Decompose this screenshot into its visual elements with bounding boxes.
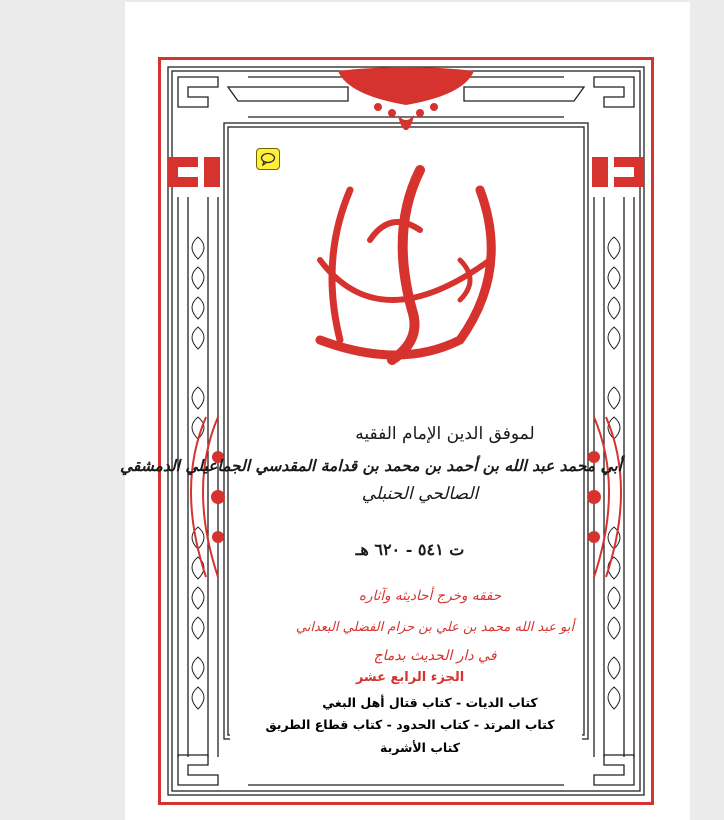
contents-line: كتاب الأشربة [380,740,460,755]
comment-icon[interactable] [256,148,280,170]
volume-label: الجزء الرابع عشر [355,670,465,685]
edited-by-label: حققه وخرج أحاديثه وآثاره [358,588,502,604]
title-calligraphy [280,150,540,365]
author-intro: لموفق الدين الإمام الفقيه [355,424,535,444]
contents-line: كتاب المرتد - كتاب الحدود - كتاب قطاع الطريق [265,717,555,732]
author-full-name: أبي محمد عبد الله بن أحمد بن محمد بن قدامة المقدسي الجماعيلي الدمشقي [119,456,622,475]
author-nisba: الصالحي الحنبلي [361,484,479,504]
publisher: في دار الحديث بدماج [373,648,497,664]
author-dates: ت ٥٤١ - ٦٢٠ هـ [355,540,465,559]
editor-name: أبو عبد الله محمد بن علي بن حزام الفضلي البعداني [295,620,575,635]
contents-line: كتاب الديات - كتاب قتال أهل البغي [322,695,538,710]
